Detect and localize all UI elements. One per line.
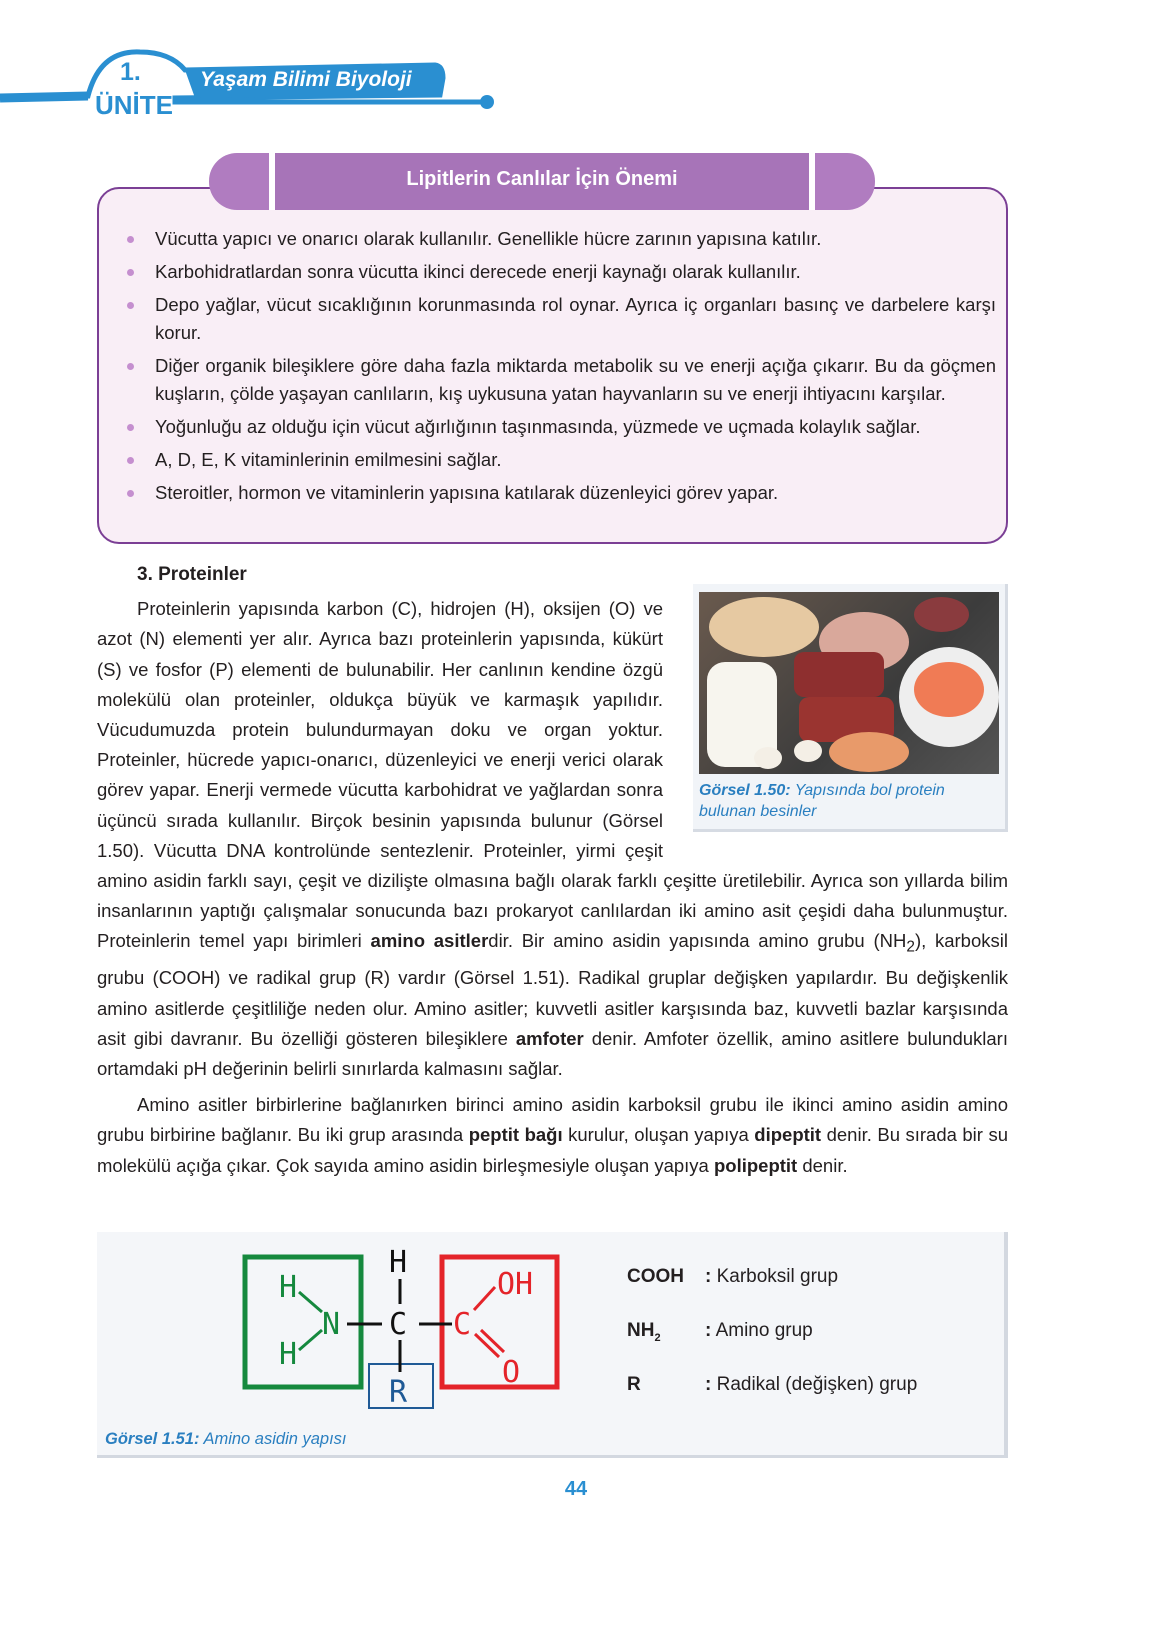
text: denir. Amfoter özellik, amino asitlere bulundukları ortamdaki pH değerinin belirli sınırlarda kalmasını sağlar. bbox=[97, 1027, 1008, 1079]
list-item: Diğer organik bileşiklere göre daha fazla miktarda metabolik su ve enerji açığa çıkarır. Bu da göçmen kuşların, çölde yaşayan canlıların, kış uykusuna yatan hayvanların su ve enerji ihtiyacını karşılar. bbox=[155, 352, 996, 408]
legend-sep: : bbox=[705, 1374, 712, 1395]
paragraph bbox=[97, 594, 1008, 1084]
legend-item bbox=[627, 1374, 917, 1396]
bold-term: peptit bağı bbox=[468, 1124, 563, 1146]
list-item: Vücutta yapıcı ve onarıcı olarak kullanılır. Genellikle hücre zarının yapısına katılır. bbox=[155, 225, 996, 253]
legend-sep: : bbox=[705, 1320, 712, 1341]
bold-term: amino asitler bbox=[370, 930, 489, 952]
legend-value: Amino grup bbox=[715, 1320, 813, 1341]
text: kurulur, oluşan yapıya bbox=[562, 1124, 755, 1146]
list-item: Steroitler, hormon ve vitaminlerin yapısına katılarak düzenleyici görev yapar. bbox=[155, 479, 996, 507]
legend-value: Radikal (değişken) grup bbox=[716, 1374, 918, 1395]
page-number: 44 bbox=[564, 1478, 588, 1500]
text: dir. Bir amino asidin yapısında amino grubu (NH bbox=[488, 930, 907, 952]
o-atom: O bbox=[502, 1355, 521, 1390]
h-atom: H bbox=[279, 1337, 298, 1372]
proteins-section bbox=[97, 560, 1008, 1187]
c-atom: C bbox=[453, 1307, 472, 1342]
amino-group-box bbox=[245, 1257, 361, 1387]
h-atom: H bbox=[389, 1245, 408, 1280]
legend-item bbox=[627, 1266, 838, 1288]
figure-1-51 bbox=[97, 1232, 1008, 1458]
book-title: Yaşam Bilimi Biyoloji bbox=[200, 68, 412, 91]
figure-1-50 bbox=[693, 584, 1008, 832]
box-title-tab bbox=[209, 153, 875, 210]
unit-number: 1. bbox=[120, 58, 141, 86]
legend-value: Karboksil grup bbox=[716, 1266, 839, 1287]
list-item: A, D, E, K vitaminlerinin emilmesini sağlar. bbox=[155, 446, 996, 474]
figure-caption bbox=[105, 1430, 347, 1449]
list-item: Karbohidratlardan sonra vücutta ikinci derecede enerji kaynağı olarak kullanılır. bbox=[155, 258, 996, 286]
box-title: Lipitlerin Canlılar İçin Önemi bbox=[406, 168, 678, 190]
figure-label: Görsel 1.50: bbox=[699, 782, 791, 800]
subscript: 2 bbox=[654, 1331, 661, 1344]
legend-sep: : bbox=[705, 1266, 712, 1287]
lipid-list bbox=[99, 189, 1006, 507]
bold-term: amfoter bbox=[515, 1027, 584, 1049]
text: Amino asitler birbirlerine bağlanırken birinci amino asidin karboksil grubu ile ikinci amino asidin amino grubu birbirine bağlanır. Bu iki grup arasında bbox=[97, 1094, 1008, 1146]
n-atom: N bbox=[322, 1307, 341, 1342]
figure-caption bbox=[699, 780, 999, 822]
lipid-importance-box bbox=[97, 187, 1008, 544]
legend-key-text: NH bbox=[627, 1320, 655, 1341]
r-group: R bbox=[389, 1375, 408, 1410]
unit-label: ÜNİTE bbox=[95, 90, 173, 120]
paragraph bbox=[97, 1090, 1008, 1181]
subscript: 2 bbox=[906, 939, 915, 957]
text: Proteinlerin yapısında karbon (C), hidrojen (H), oksijen (O) ve azot (N) elementi yer alır. Ayrıca bazı proteinlerin yapısında, kükürt (S) ve fosfor (P) elementi de bulunabilir. Her canlının kendine özgü molekülü olan proteinler, oldukça büyük ve karmaşık yapılıdır. Vücudumuzda protein bulundurmayan doku ve organ yoktur. Proteinler, hücrede yapıcı-onarıcı, düzenleyici ve enerji verici olarak görev yapar. Enerji vermede vücutta karbohidrat ve yağlardan sonra üçüncü sırada kullanılır. Birçok besinin yapısında bulunur (Görsel 1.50). Vücutta DNA kontrolünde sentezlenir. Proteinler, yirmi çeşit amino asidin farklı sayı, çeşit ve dizilişte olmasına bağlı olarak farklı çeşitte üretilebilir. Ayrıca son yıllarda bilim insanlarının yaptığı çalışmalar sonucunda bazı prokaryot canlılardan iki amino asit çeşidi daha bulunmuştur. Proteinlerin temel yapı birimleri bbox=[97, 598, 1008, 952]
list-item: Yoğunluğu az olduğu için vücut ağırlığının taşınmasında, yüzmede ve uçmada kolaylık sağlar. bbox=[155, 413, 996, 441]
oh-group: OH bbox=[497, 1267, 534, 1302]
section-heading: 3. Proteinler bbox=[137, 564, 247, 585]
caption-text: Amino asidin yapısı bbox=[199, 1430, 347, 1448]
bold-term: polipeptit bbox=[713, 1154, 798, 1176]
c-atom: C bbox=[389, 1307, 408, 1342]
legend-key bbox=[627, 1320, 705, 1344]
text: denir. bbox=[797, 1154, 848, 1176]
legend-item bbox=[627, 1320, 813, 1344]
legend-key: R bbox=[627, 1374, 641, 1395]
unit-header bbox=[0, 40, 520, 130]
list-item: Depo yağlar, vücut sıcaklığının korunmasında rol oynar. Ayrıca iç organları basınç ve darbelere karşı korur. bbox=[155, 291, 996, 347]
figure-label: Görsel 1.51: bbox=[105, 1430, 200, 1448]
bold-term: dipeptit bbox=[754, 1124, 822, 1146]
text: ), karboksil grubu (COOH) ve radikal grup (R) vardır (Görsel 1.51). Radikal gruplar değişken yapılardır. Bu değişkenlik amino asitlerde çeşitliliğe neden olur. Amino asitler; kuvvetli asitler karşısında baz, kuvvetli bazlar karşısında asit gibi davranır. Bu özelliği gösteren bileşiklere bbox=[97, 930, 1008, 1049]
protein-foods-photo bbox=[699, 592, 999, 774]
legend-key: COOH bbox=[627, 1266, 684, 1287]
text: denir. Bu sırada bir su molekülü açığa çıkar. Çok sayıda amino asidin birleşmesiyle oluşan yapıya bbox=[97, 1124, 1008, 1176]
caption-text: Yapısında bol protein bulunan besinler bbox=[699, 782, 945, 821]
h-atom: H bbox=[279, 1270, 298, 1305]
